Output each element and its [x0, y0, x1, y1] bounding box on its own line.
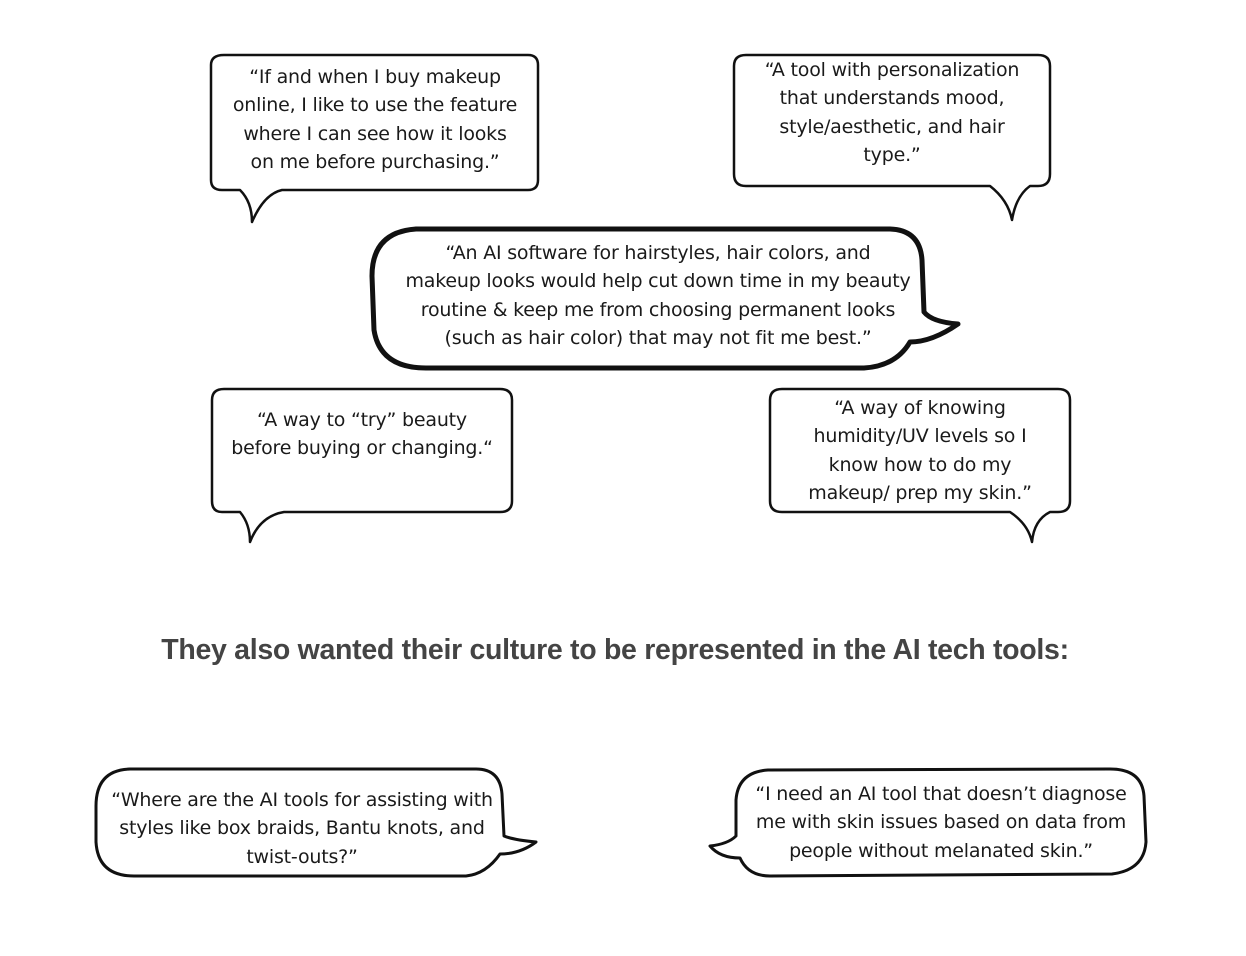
quote-humidity-uv: “A way of knowing humidity/UV levels so I know how to do my makeup/ prep my skin.”: [808, 397, 1032, 504]
speech-bubble-4: [210, 388, 514, 546]
quote-makeup-online: “If and when I buy makeup online, I like to use the feature where I can see how it looks on me before purchasing.”: [232, 66, 518, 173]
quote-melanated-skin: “I need an AI tool that doesn’t diagnose me with skin issues based on data from people without melanated skin.”: [755, 783, 1127, 862]
speech-bubble-3: [366, 226, 962, 372]
section-heading: They also wanted their culture to be represented in the AI tech tools:: [161, 634, 1069, 666]
speech-bubble-6: [90, 766, 540, 880]
speech-bubble-2: [732, 54, 1054, 222]
quote-try-beauty: “A way to “try” beauty before buying or changing.“: [231, 409, 493, 460]
quote-ai-software: “An AI software for hairstyles, hair colors, and makeup looks would help cut down time in my beauty routine & keep me from choosing permanent looks (such as hair color) that may not fit me best.”: [405, 242, 911, 349]
quote-personalization: “A tool with personalization that understands mood, style/aesthetic, and hair type.”: [764, 59, 1020, 166]
quote-braids-bantu: “Where are the AI tools for assisting with styles like box braids, Bantu knots, and twist-outs?”: [111, 789, 493, 868]
speech-bubble-5: [768, 388, 1072, 546]
speech-bubble-1: [210, 54, 540, 226]
speech-bubble-7: [706, 766, 1152, 880]
